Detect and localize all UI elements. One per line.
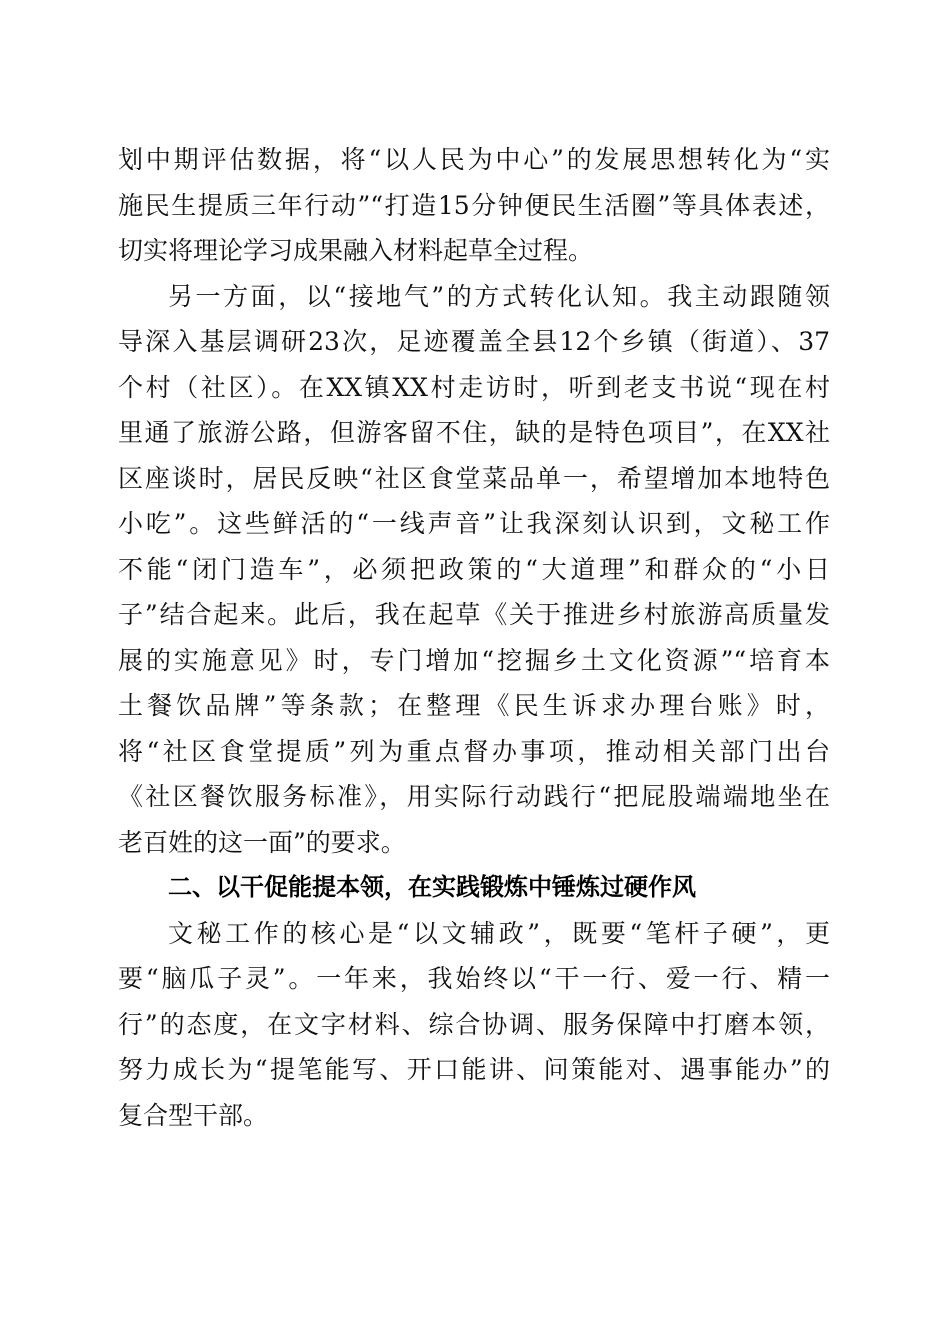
text-line: 小吃”。这些鲜活的“一线声音”让我深刻认识到，文秘工作 [118,509,830,538]
text-line: 行”的态度，在文字材料、综合协调、服务保障中打磨本领， [118,1009,830,1039]
text-line: 区座谈时，居民反映“社区食堂菜品单一，希望增加本地特色 [118,463,830,493]
text-line: 努力成长为“提笔能写、开口能讲、问策能对、遇事能办”的 [118,1055,830,1084]
document-body [118,137,830,1138]
text-line: 个村（社区）。在XX镇XX村走访时，听到老支书说“现在村 [118,372,830,402]
paragraph [118,274,830,866]
heading-text: 二、以干促能提本领，在实践锻炼中锤炼过硬作风 [168,873,696,901]
text-line: 将“社区食堂提质”列为重点督办事项，推动相关部门出台 [118,736,830,766]
text-line: 另一方面，以“接地气”的方式转化认知。我主动跟随领 [168,281,830,311]
paragraph [118,137,830,274]
text-line: 土餐饮品牌”等条款；在整理《民生诉求办理台账》时， [118,691,830,720]
text-line: 施民生提质三年行动”“打造15分钟便民生活圈”等具体表述， [118,190,830,220]
text-line: 划中期评估数据，将“以人民为中心”的发展思想转化为“实 [118,145,830,174]
text-line: 不能“闭门造车”，必须把政策的“大道理”和群众的“小日 [118,554,830,584]
text-line: 子”结合起来。此后，我在起草《关于推进乡村旅游高质量发 [118,600,830,629]
paragraph [118,911,830,1139]
text-line: 导深入基层调研23次，足迹覆盖全县12个乡镇（街道）、37 [118,327,830,356]
text-line: 要“脑瓜子灵”。一年来，我始终以“干一行、爱一行、精一 [118,964,830,993]
text-line: 切实将理论学习成果融入材料起草全过程。 [118,236,594,265]
text-line: 文秘工作的核心是“以文辅政”，既要“笔杆子硬”，更 [168,918,830,948]
text-line: 《社区餐饮服务标准》，用实际行动践行“把屁股端端地坐在 [118,782,830,811]
text-line: 老百姓的这一面”的要求。 [118,827,406,857]
text-line: 复合型干部。 [118,1100,269,1130]
text-line: 里通了旅游公路，但游客留不住，缺的是特色项目”，在XX社 [118,418,830,447]
text-line: 展的实施意见》时，专门增加“挖掘乡土文化资源”“培育本 [118,645,830,675]
section-heading [118,865,830,911]
